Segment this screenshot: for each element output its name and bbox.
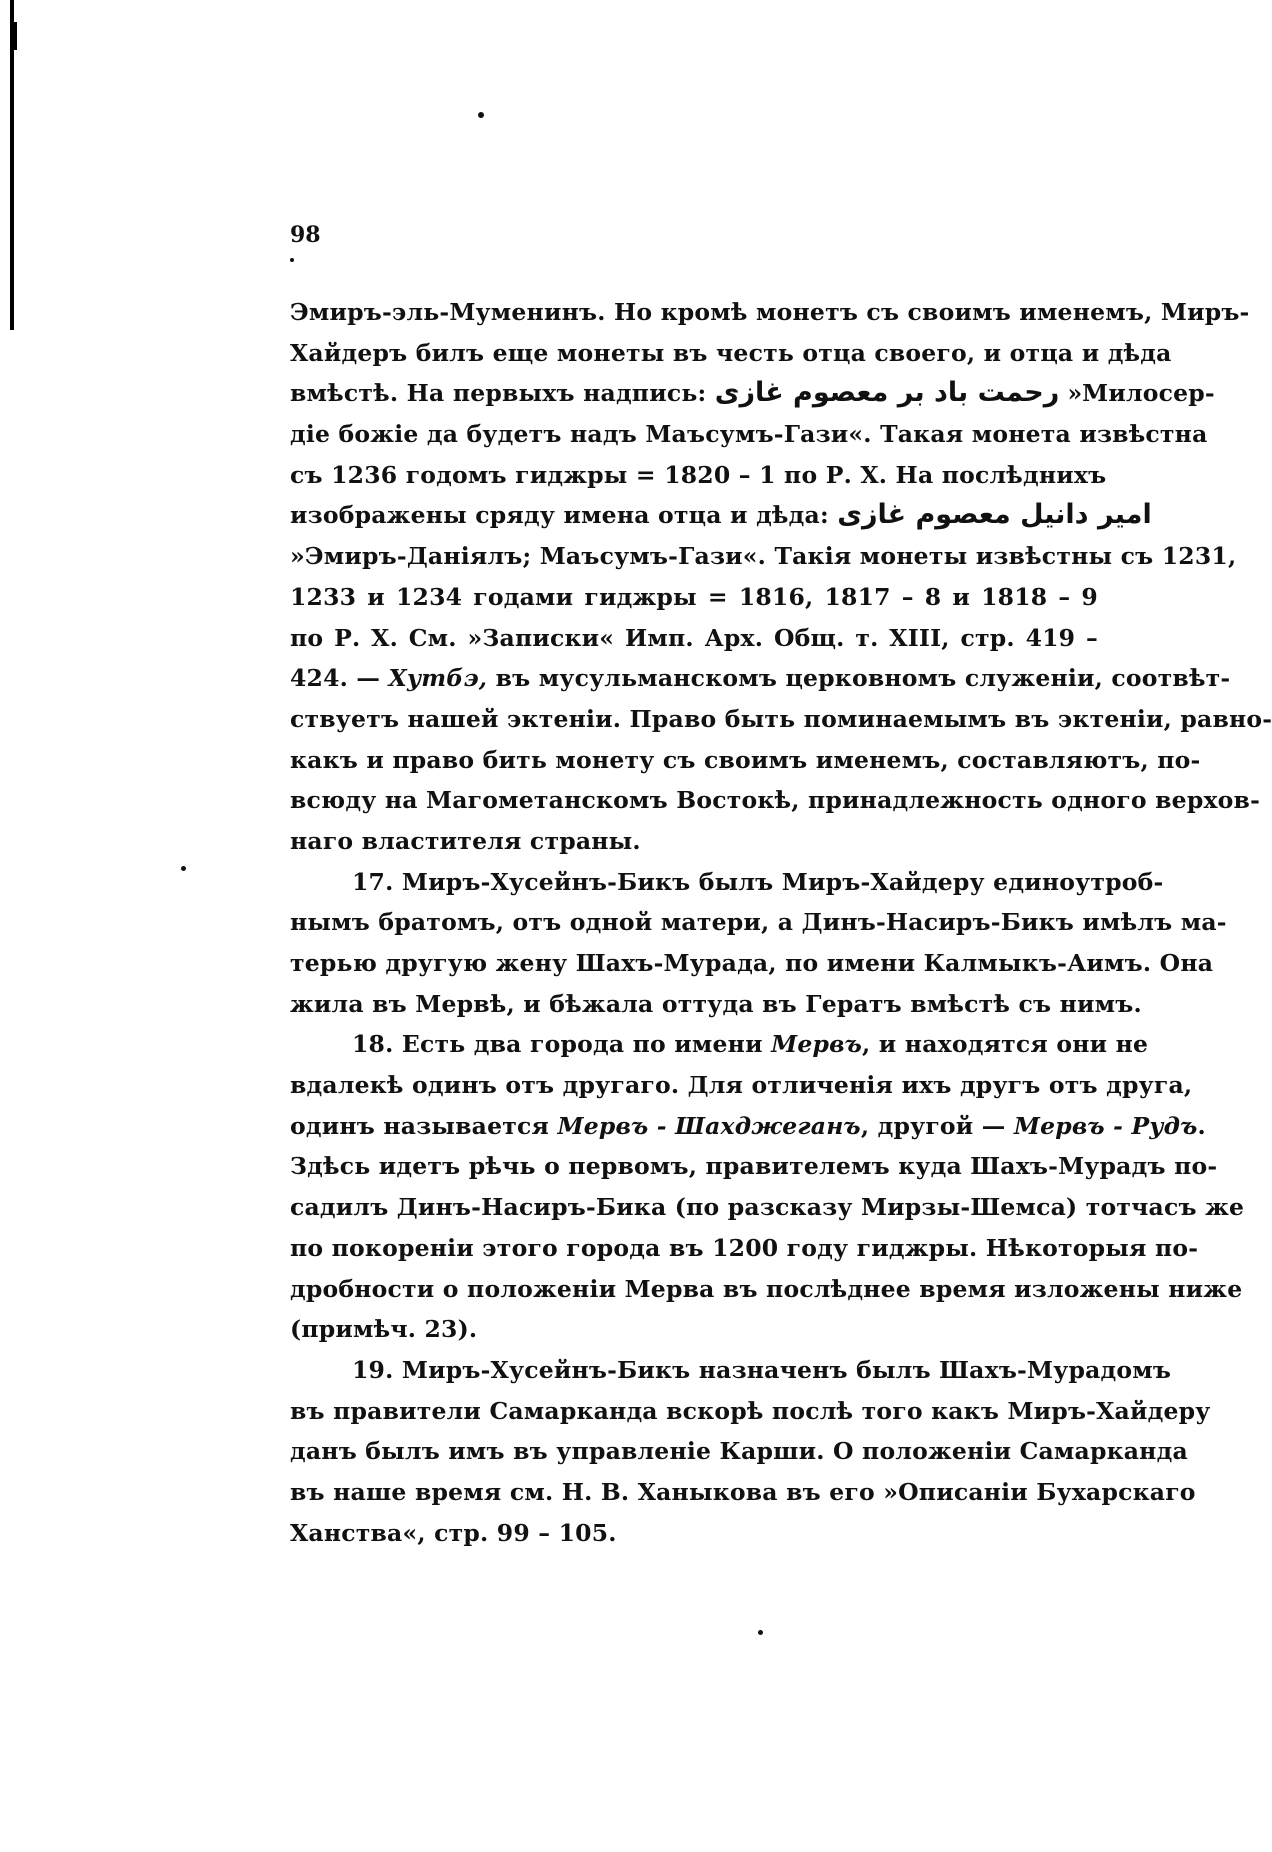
ink-speck <box>758 1630 763 1635</box>
note-19-heading-line: 19. Миръ-Хусейнъ-Бикъ назначенъ былъ Шахъ-Мурадомъ <box>352 1355 1172 1384</box>
text-line <box>290 495 1152 536</box>
line-segment: , и находятся они не <box>862 1030 1149 1059</box>
text-line: вдалекѣ одинъ отъ другаго. Для отличенія ихъ другъ отъ друга, <box>290 1071 1193 1100</box>
text-line: Эмиръ-эль-Муменинъ. Но кромѣ монетъ съ своимъ именемъ, Миръ- <box>290 298 1250 326</box>
line-segment: одинъ называется <box>290 1111 550 1140</box>
text-line: ствуетъ нашей эктеніи. Право быть поминаемымъ въ эктеніи, равно- <box>290 704 1272 733</box>
page-edge-tick <box>14 22 17 50</box>
line-segment: »Милосер- <box>1067 379 1215 408</box>
arabic-inscription: رحمت باد بر معصوم غازی <box>714 377 1060 409</box>
text-line: Ханства«, стр. 99 – 105. <box>290 1518 617 1547</box>
text-line: съ 1236 годомъ гиджры = 1820 – 1 по Р. Х. На послѣднихъ <box>290 460 1107 489</box>
text-line: въ правители Самарканда вскорѣ послѣ того какъ Миръ-Хайдеру <box>290 1396 1211 1425</box>
line-segment: 18. Есть два города по имени <box>352 1030 763 1059</box>
ink-speck <box>181 866 186 871</box>
text-line: садилъ Динъ-Насиръ-Бика (по разсказу Мирзы-Шемса) тотчасъ же <box>290 1193 1245 1222</box>
line-segment: 424. — <box>290 664 381 693</box>
text-line <box>290 658 1231 699</box>
text-line: 1233 и 1234 годами гиджры = 1816, 1817 – 8 и 1818 – 9 <box>290 582 1098 611</box>
text-line: нымъ братомъ, отъ одной матери, а Динъ-Насиръ-Бикъ имѣлъ ма- <box>290 908 1227 937</box>
text-line: данъ былъ имъ въ управленіе Карши. О положеніи Самарканда <box>290 1437 1188 1466</box>
note-18-heading-line <box>290 1024 1149 1065</box>
italic-term: Мервъ - Шахджеганъ <box>557 1111 861 1140</box>
text-line: дробности о положеніи Мерва въ послѣднее время изложены ниже <box>290 1274 1243 1303</box>
text-line: »Эмиръ-Даніялъ; Маъсумъ-Гази«. Такія монеты извѣстны съ 1231, <box>290 542 1237 571</box>
text-line: въ наше время см. Н. В. Ханыкова въ его »Описаніи Бухарскаго <box>290 1477 1196 1506</box>
text-line <box>290 373 1215 414</box>
ink-speck <box>478 112 484 118</box>
ink-speck <box>290 258 294 262</box>
text-line: наго властителя страны. <box>290 826 641 855</box>
text-line <box>290 1106 1206 1147</box>
italic-term: Хутбэ, <box>388 664 488 693</box>
text-line: какъ и право бить монету съ своимъ именемъ, составляютъ, по- <box>290 745 1201 774</box>
line-segment: , другой — <box>860 1111 1006 1140</box>
text-line: діе божіе да будетъ надъ Маъсумъ-Гази«. Такая монета извѣстна <box>290 420 1208 449</box>
line-segment: въ мусульманскомъ церковномъ служеніи, соотвѣт- <box>495 664 1231 693</box>
text-line: (примѣч. 23). <box>290 1315 478 1344</box>
line-segment: изображены сряду имена отца и дѣда: <box>290 501 829 530</box>
text-line: Здѣсь идетъ рѣчь о первомъ, правителемъ куда Шахъ-Мурадъ по- <box>290 1152 1218 1181</box>
line-segment: . <box>1197 1111 1206 1140</box>
line-segment: вмѣстѣ. На первыхъ надпись: <box>290 379 707 408</box>
italic-term: Мервъ - Рудъ <box>1013 1111 1198 1140</box>
text-line: всюду на Магометанскомъ Востокѣ, принадлежность одного верхов- <box>290 786 1261 815</box>
text-line: терью другую жену Шахъ-Мурада, по имени Калмыкъ-Аимъ. Она <box>290 949 1214 977</box>
italic-term: Мервъ <box>771 1030 863 1059</box>
text-body <box>290 292 1272 1553</box>
note-17-heading-line: 17. Миръ-Хусейнъ-Бикъ былъ Миръ-Хайдеру единоутроб- <box>352 867 1164 896</box>
text-line: Хайдеръ билъ еще монеты въ честь отца своего, и отца и дѣда <box>290 338 1172 367</box>
text-line: по Р. Х. См. »Записки« Имп. Арх. Общ. т. XIII, стр. 419 – <box>290 623 1098 652</box>
page-number: 98 <box>290 222 321 248</box>
text-line: по покореніи этого города въ 1200 году гиджры. Нѣкоторыя по- <box>290 1233 1199 1262</box>
text-line: жила въ Мервѣ, и бѣжала оттуда въ Гератъ вмѣстѣ съ нимъ. <box>290 989 1142 1018</box>
arabic-inscription: امیر دانیل معصوم غازی <box>837 499 1152 531</box>
